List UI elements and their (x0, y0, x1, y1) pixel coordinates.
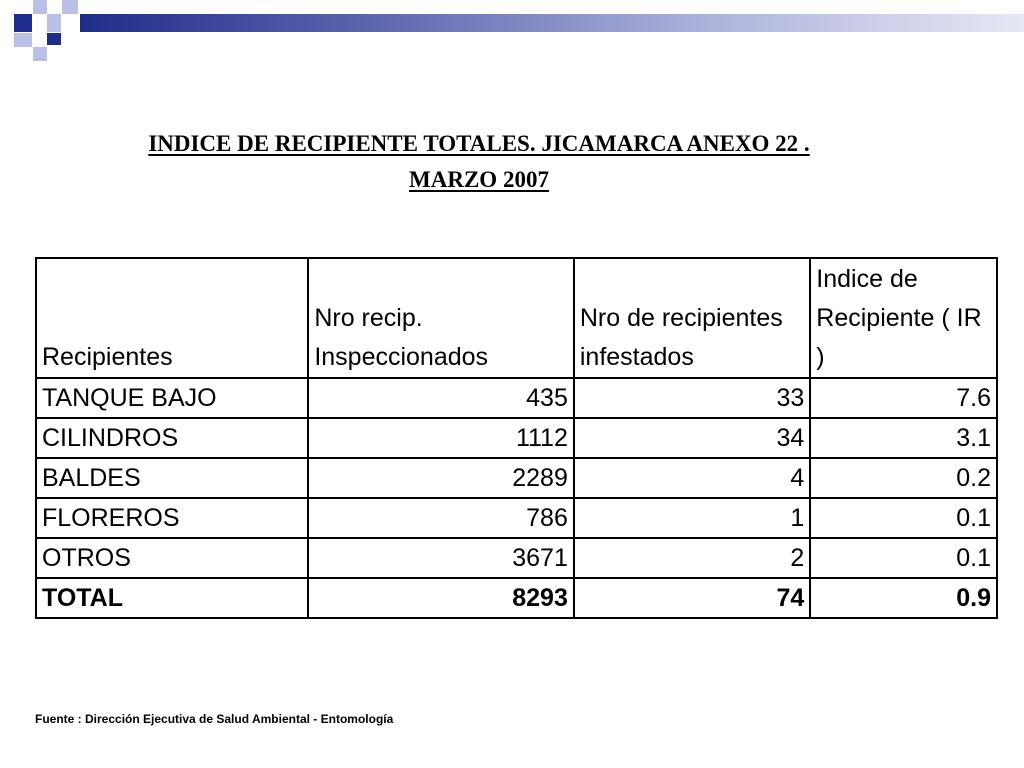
cell-inspected: 1112 (308, 418, 574, 458)
cell-infested: 34 (574, 418, 810, 458)
table-row (36, 538, 997, 578)
recipient-index-table (35, 257, 998, 619)
table-total-row (36, 578, 997, 618)
header-gradient-bar (80, 14, 1024, 32)
header-infested: Nro de recipientes infestados (574, 258, 810, 378)
cell-name: TANQUE BAJO (36, 378, 308, 418)
cell-inspected: 2289 (308, 458, 574, 498)
cell-index: 0.1 (810, 498, 997, 538)
table-header-row (36, 258, 997, 378)
cell-inspected: 435 (308, 378, 574, 418)
cell-inspected: 3671 (308, 538, 574, 578)
source-note: Fuente : Dirección Ejecutiva de Salud Ambiental - Entomología (35, 712, 394, 726)
cell-inspected: 786 (308, 498, 574, 538)
cell-index: 0.1 (810, 538, 997, 578)
table-row (36, 458, 997, 498)
cell-name: BALDES (36, 458, 308, 498)
total-inspected: 8293 (308, 578, 574, 618)
header-square-decoration (47, 33, 61, 45)
cell-infested: 4 (574, 458, 810, 498)
cell-name: FLOREROS (36, 498, 308, 538)
cell-infested: 33 (574, 378, 810, 418)
cell-infested: 2 (574, 538, 810, 578)
table-row (36, 498, 997, 538)
header-square-decoration (14, 33, 32, 47)
header-recipientes: Recipientes (36, 258, 308, 378)
header-inspected: Nro recip. Inspeccionados (308, 258, 574, 378)
table-row (36, 418, 997, 458)
cell-infested: 1 (574, 498, 810, 538)
cell-index: 0.2 (810, 458, 997, 498)
header-square-decoration (33, 47, 47, 61)
cell-name: CILINDROS (36, 418, 308, 458)
total-label: TOTAL (36, 578, 308, 618)
cell-index: 7.6 (810, 378, 997, 418)
table-row (36, 378, 997, 418)
title-line-1: INDICE DE RECIPIENTE TOTALES. JICAMARCA ANEXO 22 . (148, 131, 810, 156)
header-square-decoration (62, 0, 78, 14)
total-infested: 74 (574, 578, 810, 618)
header-square-decoration (47, 14, 61, 32)
slide-title (40, 126, 918, 198)
total-index: 0.9 (810, 578, 997, 618)
cell-name: OTROS (36, 538, 308, 578)
title-line-2: MARZO 2007 (409, 167, 549, 192)
header-square-decoration (14, 14, 32, 32)
header-index: Indice de Recipiente ( IR ) (810, 258, 997, 378)
cell-index: 3.1 (810, 418, 997, 458)
header-square-decoration (33, 0, 47, 14)
